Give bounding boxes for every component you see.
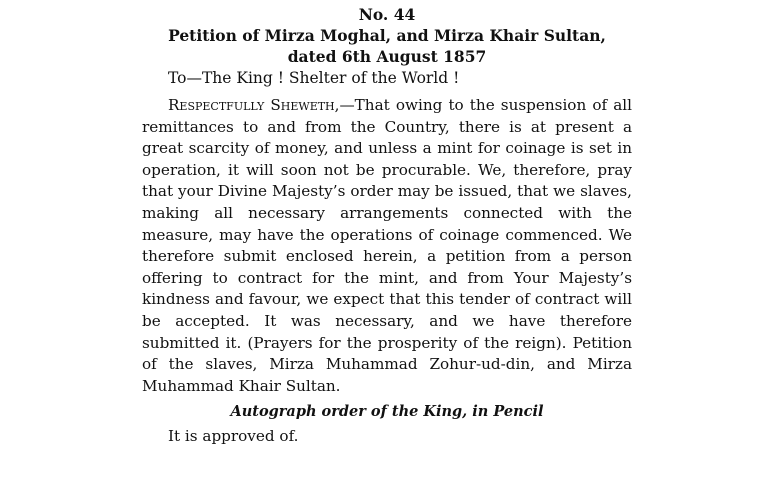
petition-body: [142, 95, 632, 397]
autograph-heading: Autograph order of the King, in Pencil: [230, 403, 544, 421]
document-number: No. 44: [358, 5, 416, 24]
order-text: It is approved of.: [168, 427, 299, 446]
petition-text: —That owing to the suspension of all remittances to and from the Country, there is at present a great scarcity of money, and unless a mint for coinage is set in operation, it will soon not be procurable. We, therefore, pray that your Divine Majesty’s order may be issued, that we slaves, making all necessary arrangements connected with the measure, may have the operations of coinage commenced. We therefore submit enclosed herein, a petition from a person offering to contract for the mint, and from Your Majesty’s kindness and favour, we expect that this tender of contract will be accepted. It was necessary, and we have therefore submitted it. (Prayers for the prosperity of the reign). Petition of the slaves, Mirza Muhammad Zohur-ud-din, and Mirza Muhammad Khair Sultan.: [142, 96, 632, 395]
document-page: [142, 4, 632, 447]
document-title-line-2: dated 6th August 1857: [287, 47, 487, 66]
address-line: To—The King ! Shelter of the World !: [168, 69, 460, 87]
salutation: Respectfully Sheweth,: [168, 96, 340, 114]
document-title-line-1: Petition of Mirza Moghal, and Mirza Khair Sultan,: [168, 26, 606, 45]
